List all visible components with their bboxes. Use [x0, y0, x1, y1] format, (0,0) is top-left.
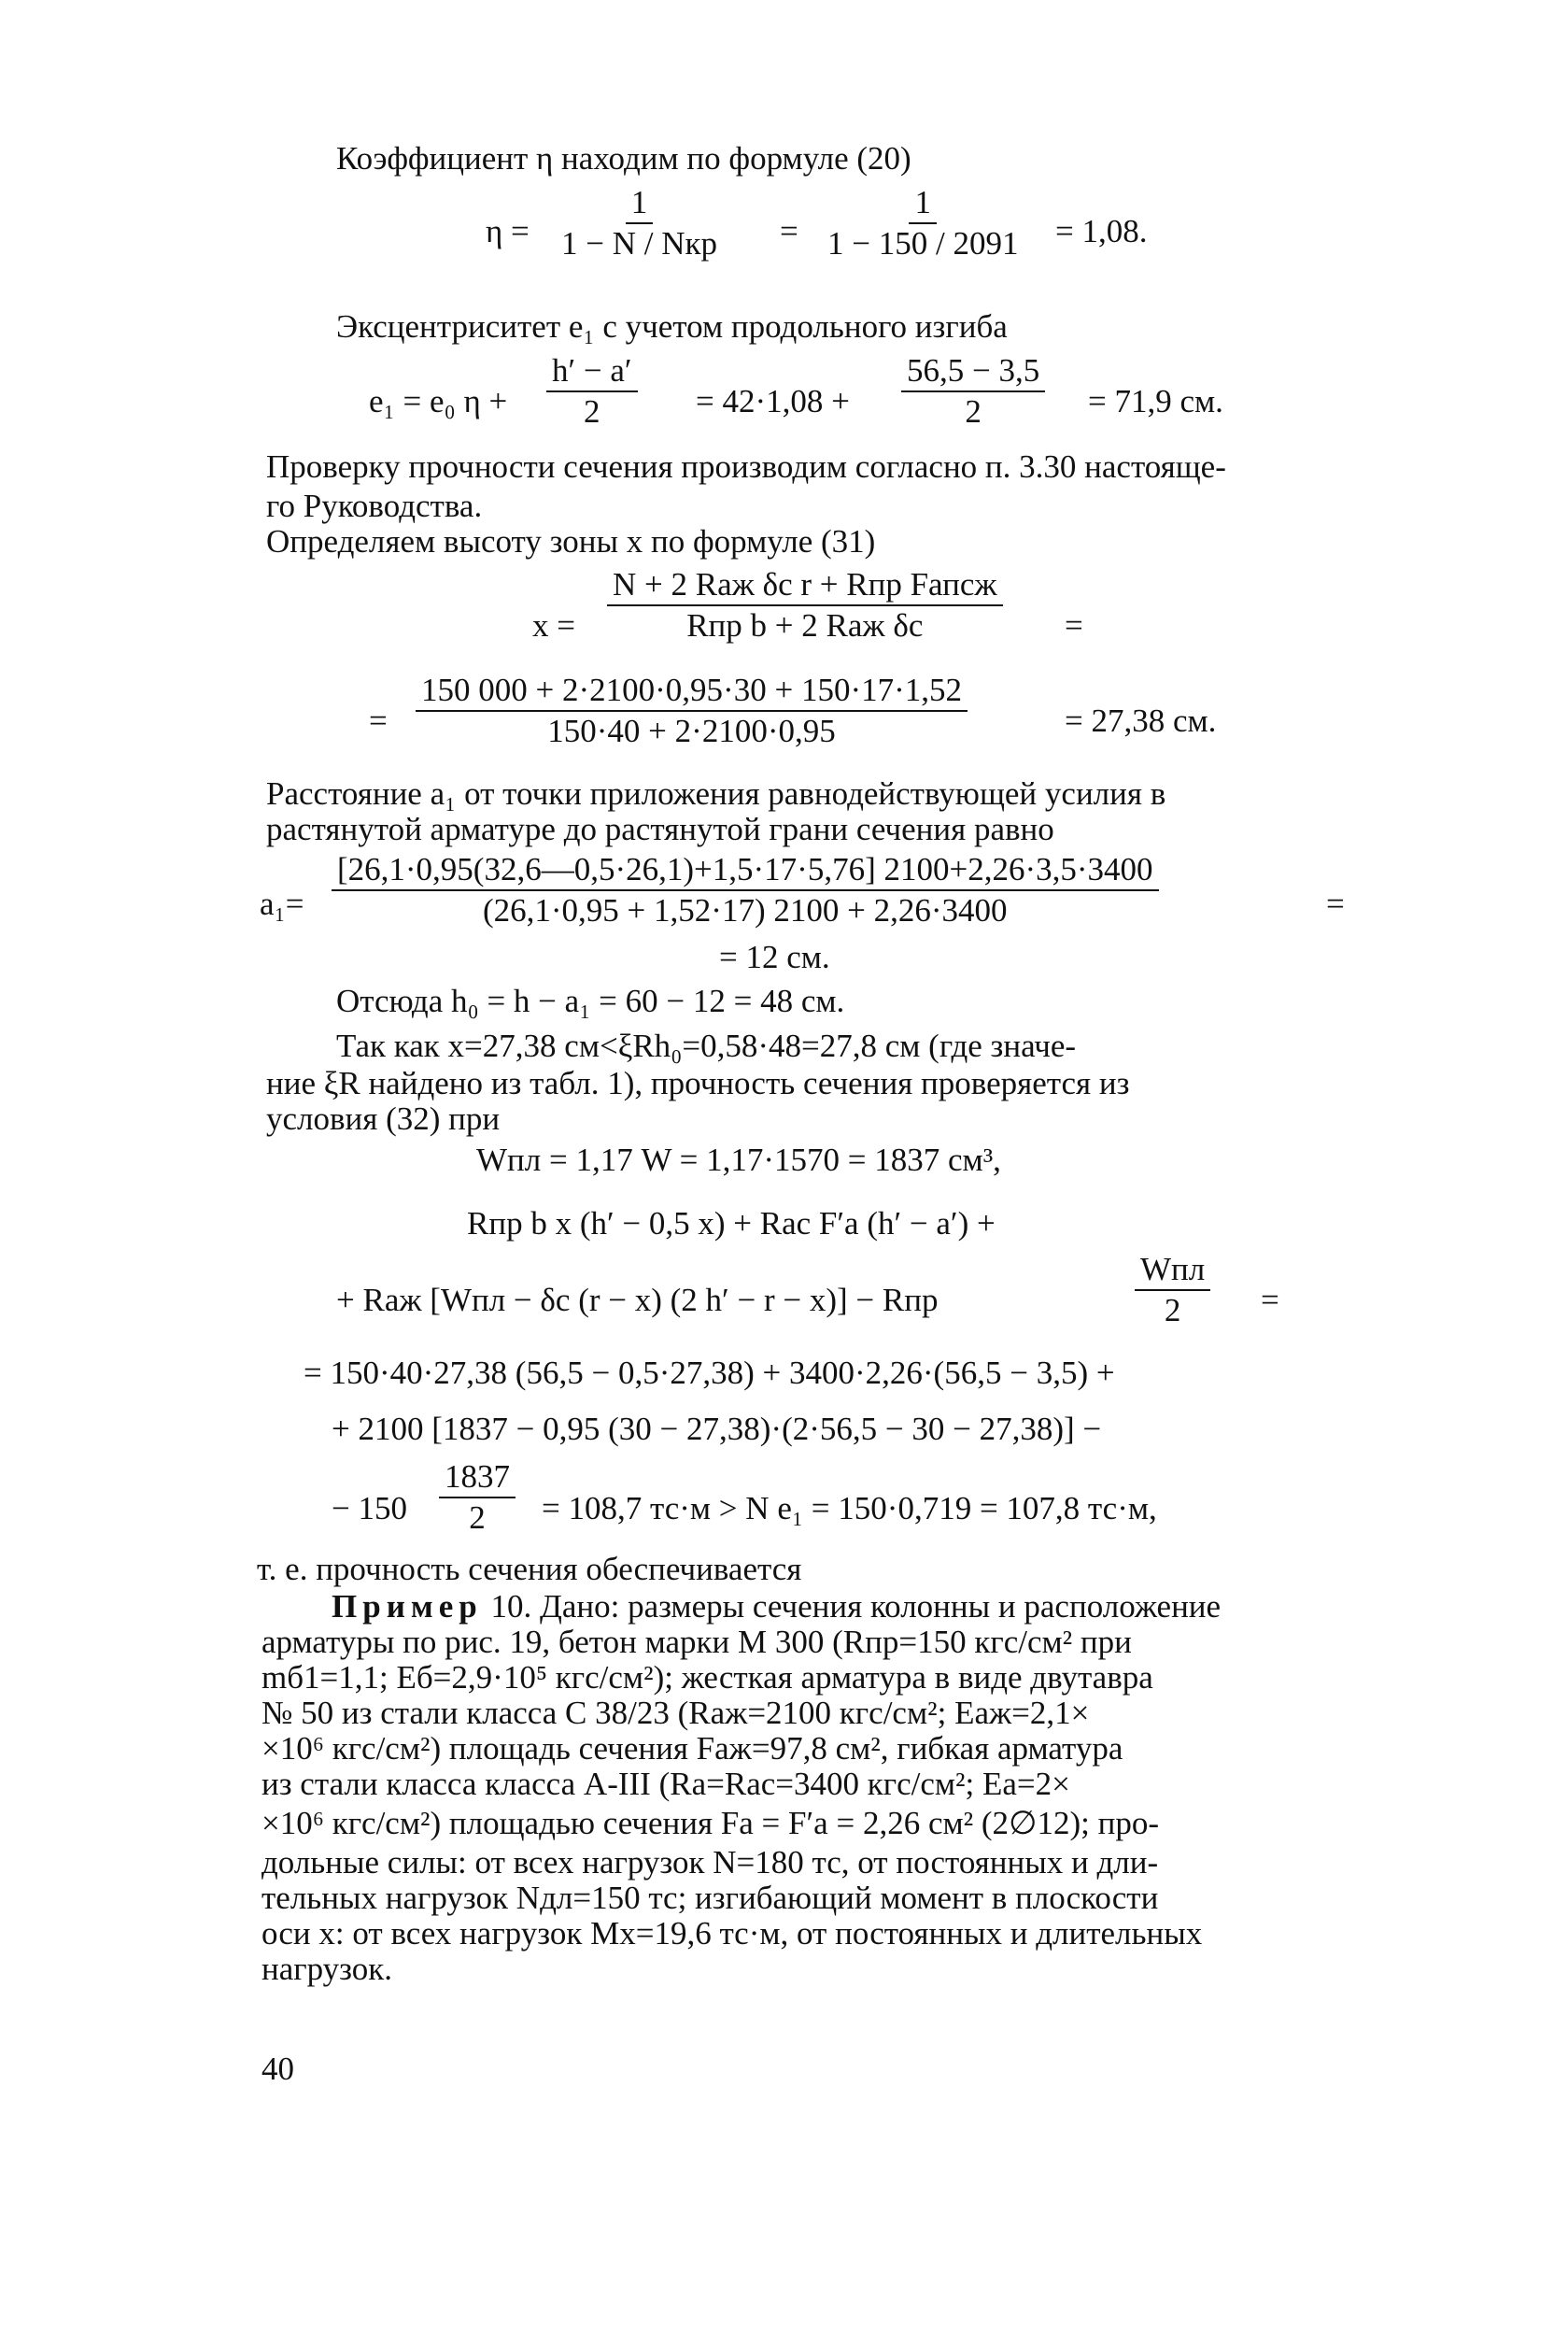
fraction [901, 351, 1045, 432]
equals-sign: = [1326, 886, 1345, 922]
formula-a1-lhs: a₁= [260, 886, 304, 922]
formula-x-lhs: x = [532, 607, 575, 644]
formula-e1-lhs: e₁ = e₀ η + [369, 383, 508, 419]
fraction-denominator: 2 [584, 393, 600, 430]
formula-eta-lhs: η = [486, 213, 530, 249]
text-line: Так как x=27,38 см<ξRh₀=0,58·48=27,8 см (где значе- [336, 1028, 1077, 1064]
example-heading: Пример [332, 1588, 483, 1625]
equals-sign: = [1065, 607, 1083, 644]
fraction-denominator: (26,1·0,95 + 1,52·17) 2100 + 2,26·3400 [483, 892, 1008, 929]
text-line: mб1=1,1; Eб=2,9·10⁵ кгс/см²); жесткая арматура в виде двутавра [261, 1659, 1153, 1696]
fraction-numerator: 1837 [439, 1457, 516, 1498]
fraction-denominator: Rпр b + 2 Rаж δc [686, 607, 924, 644]
fraction-numerator: h′ − a′ [546, 351, 638, 392]
text-line: = 12 см. [719, 939, 830, 975]
fraction [1135, 1250, 1210, 1330]
fraction [546, 351, 638, 432]
fraction [607, 565, 1003, 646]
text-line: № 50 из стали класса С 38/23 (Rаж=2100 кгс/см²; Eаж=2,1× [261, 1695, 1090, 1731]
text-line: го Руководства. [266, 488, 483, 524]
text-line: растянутой арматуре до растянутой грани сечения равно [266, 811, 1054, 847]
page-number: 40 [261, 2051, 294, 2087]
formula-result: = 71,9 см. [1088, 383, 1223, 419]
text-line: нагрузок. [261, 1951, 393, 1987]
text-line: Проверку прочности сечения производим согласно п. 3.30 настояще- [266, 448, 1226, 485]
example-heading-rest: 10. Дано: размеры сечения колонны и расположение [490, 1588, 1222, 1625]
formula-line: + 2100 [1837 − 0,95 (30 − 27,38)·(2·56,5 − 30 − 27,38)] − [332, 1411, 1102, 1447]
text-line: тельных нагрузок Nдл=150 тс; изгибающий момент в плоскости [261, 1880, 1159, 1916]
formula-line: − 150 [332, 1490, 407, 1526]
text-line: Расстояние a₁ от точки приложения равнодействующей усилия в [266, 775, 1166, 812]
text-line [332, 1588, 1221, 1625]
text-line: Эксцентриситет e₁ с учетом продольного изгиба [336, 308, 1008, 345]
text-line: оси x: от всех нагрузок Mx=19,6 тс·м, от постоянных и длительных [261, 1915, 1203, 1952]
fraction [332, 850, 1159, 930]
fraction-denominator: 2 [469, 1499, 486, 1536]
formula-result: = 27,38 см. [1065, 703, 1217, 739]
formula-line: + Rаж [Wпл − δc (r − x) (2 h′ − r − x)] − Rпр [336, 1282, 939, 1318]
text-line: Rпр b x (h′ − 0,5 x) + Rас F′а (h′ − a′) + [467, 1205, 996, 1242]
text-line: условия (32) при [266, 1100, 501, 1137]
fraction-denominator: 1 − N / Nкр [561, 225, 718, 262]
text-line: дольные силы: от всех нагрузок N=180 тс, от постоянных и дли- [261, 1844, 1159, 1881]
fraction-denominator: 1 − 150 / 2091 [827, 225, 1019, 262]
formula-middle: = 42·1,08 + [696, 383, 850, 419]
text-line: Wпл = 1,17 W = 1,17·1570 = 1837 см³, [476, 1142, 1001, 1178]
formula-result: = 1,08. [1055, 213, 1148, 249]
fraction-denominator: 2 [965, 393, 982, 430]
text-line: Коэффициент η находим по формуле (20) [336, 140, 911, 177]
fraction-denominator: 2 [1164, 1292, 1181, 1328]
formula-line: = 150·40·27,38 (56,5 − 0,5·27,38) + 3400·2,26·(56,5 − 3,5) + [304, 1355, 1115, 1391]
text-line: арматуры по рис. 19, бетон марки М 300 (Rпр=150 кгс/см² при [261, 1624, 1132, 1660]
text-line: ×10⁶ кгс/см²) площадью сечения Fа = F′а = 2,26 см² (2∅12); про- [261, 1805, 1160, 1841]
text-line: Отсюда h₀ = h − a₁ = 60 − 12 = 48 см. [336, 983, 845, 1019]
text-line: ние ξR найдено из табл. 1), прочность сечения проверяется из [266, 1065, 1130, 1101]
fraction-numerator: 1 [909, 183, 937, 224]
fraction-numerator: 150 000 + 2·2100·0,95·30 + 150·17·1,52 [416, 671, 968, 712]
text-line: из стали класса класса А-III (Rа=Rас=3400 кгс/см²; Eа=2× [261, 1766, 1070, 1802]
formula-result: = 108,7 тс·м > N e₁ = 150·0,719 = 107,8 тс·м, [542, 1490, 1157, 1526]
text-line: Определяем высоту зоны x по формуле (31) [266, 523, 876, 560]
equals-sign: = [780, 213, 798, 249]
fraction-numerator: 56,5 − 3,5 [901, 351, 1045, 392]
fraction-numerator: [26,1·0,95(32,6—0,5·26,1)+1,5·17·5,76] 2100+2,26·3,5·3400 [332, 850, 1159, 891]
fraction [439, 1457, 516, 1538]
equals-sign: = [1261, 1282, 1279, 1318]
fraction [416, 671, 968, 751]
equals-sign: = [369, 703, 388, 739]
fraction [822, 183, 1024, 263]
fraction-numerator: Wпл [1135, 1250, 1210, 1291]
text-line: т. е. прочность сечения обеспечивается [257, 1551, 802, 1587]
fraction-numerator: N + 2 Rаж δc r + Rпр Fапсж [607, 565, 1003, 606]
fraction-denominator: 150·40 + 2·2100·0,95 [547, 713, 836, 749]
fraction-numerator: 1 [626, 183, 654, 224]
text-line: ×10⁶ кгс/см²) площадь сечения Fаж=97,8 см², гибкая арматура [261, 1730, 1123, 1767]
fraction [556, 183, 723, 263]
